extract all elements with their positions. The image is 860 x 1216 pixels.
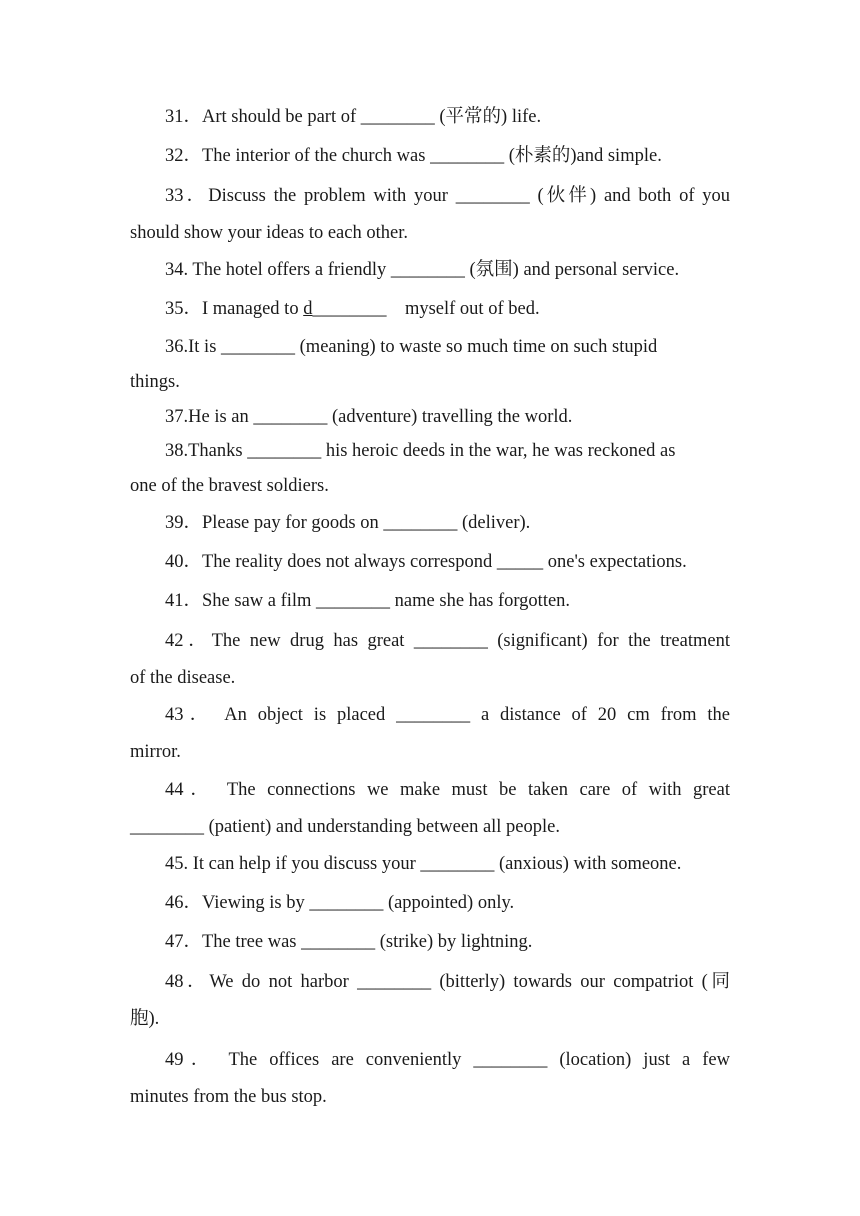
hint-letter: d bbox=[303, 299, 313, 319]
question-text: 46．Viewing is by ________ (appointed) only. bbox=[165, 893, 515, 913]
question-38 bbox=[130, 434, 730, 504]
question-text: 47．The tree was ________ (strike) by lightning. bbox=[165, 932, 533, 952]
question-text: 45. It can help if you discuss your ________ (anxious) with someone. bbox=[165, 854, 682, 874]
question-49 bbox=[130, 1042, 730, 1116]
question-text: 41．She saw a film ________ name she has forgotten. bbox=[165, 591, 571, 611]
question-text-continued: ________ (patient) and understanding between all people. bbox=[130, 817, 560, 837]
question-41 bbox=[130, 583, 730, 620]
question-text: 38.Thanks ________ his heroic deeds in the war, he was reckoned as bbox=[165, 441, 676, 461]
question-text-continued: 胞). bbox=[130, 1009, 160, 1029]
question-text: 32．The interior of the church was ________ (朴素的)and simple. bbox=[165, 146, 662, 166]
question-text-continued: should show your ideas to each other. bbox=[130, 223, 408, 243]
question-text: 36.It is ________ (meaning) to waste so much time on such stupid bbox=[165, 337, 658, 357]
question-46 bbox=[130, 885, 730, 922]
question-text-continued: mirror. bbox=[130, 742, 181, 762]
question-text: 43． An object is placed ________ a distance of 20 cm from the bbox=[165, 705, 730, 725]
question-42 bbox=[130, 623, 730, 697]
question-text: 48．We do not harbor ________ (bitterly) towards our compatriot (同 bbox=[165, 972, 730, 992]
question-text-end: ________ myself out of bed. bbox=[312, 299, 540, 319]
question-text: 37.He is an ________ (adventure) travelling the world. bbox=[165, 407, 573, 427]
question-text-continued: one of the bravest soldiers. bbox=[130, 476, 329, 496]
question-text: 31．Art should be part of ________ (平常的) life. bbox=[165, 107, 542, 127]
question-text: 33．Discuss the problem with your ________ (伙伴) and both of you bbox=[165, 186, 730, 206]
question-31 bbox=[130, 99, 730, 136]
question-40 bbox=[130, 544, 730, 581]
question-45 bbox=[130, 846, 730, 883]
question-43 bbox=[130, 697, 730, 771]
question-text-start: 35．I managed to bbox=[165, 299, 304, 319]
question-text: 39．Please pay for goods on ________ (deliver). bbox=[165, 513, 531, 533]
question-text: 42．The new drug has great ________ (significant) for the treatment bbox=[165, 631, 730, 651]
question-text bbox=[130, 291, 730, 328]
question-text-continued: things. bbox=[130, 372, 180, 392]
question-47 bbox=[130, 924, 730, 961]
question-text: 44． The connections we make must be taken care of with great bbox=[165, 780, 730, 800]
question-32 bbox=[130, 138, 730, 175]
question-39 bbox=[130, 505, 730, 542]
question-37 bbox=[130, 399, 730, 436]
question-48 bbox=[130, 964, 730, 1038]
question-36 bbox=[130, 330, 730, 400]
question-text: 34. The hotel offers a friendly ________ (氛围) and personal service. bbox=[165, 260, 680, 280]
question-33 bbox=[130, 178, 730, 252]
question-text: 40．The reality does not always correspond _____ one's expectations. bbox=[165, 552, 687, 572]
question-text-continued: minutes from the bus stop. bbox=[130, 1087, 327, 1107]
question-text-continued: of the disease. bbox=[130, 668, 236, 688]
question-34 bbox=[130, 252, 730, 289]
question-44 bbox=[130, 772, 730, 846]
question-35 bbox=[130, 291, 730, 328]
question-text: 49． The offices are conveniently ________ (location) just a few bbox=[165, 1050, 730, 1070]
